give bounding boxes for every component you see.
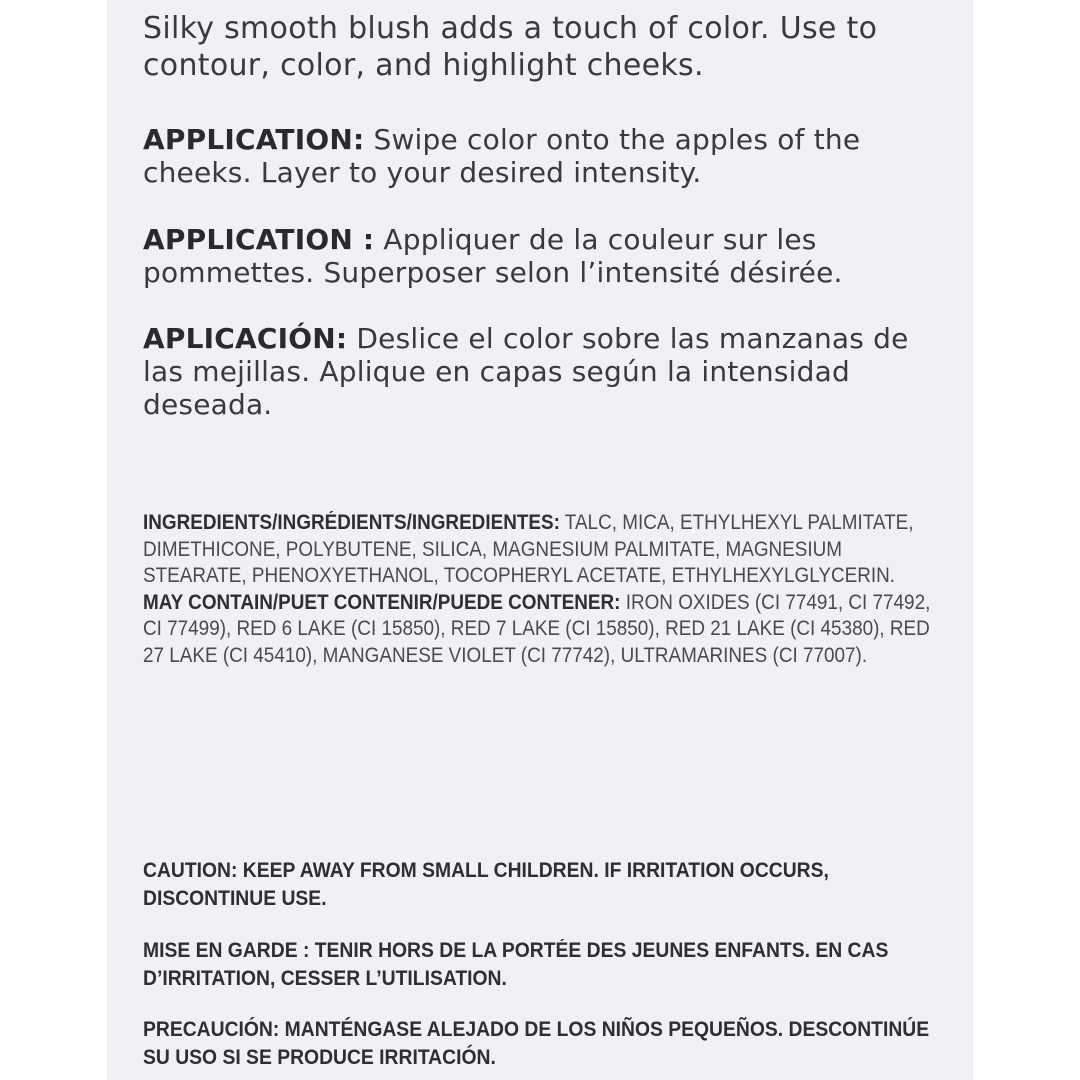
caution-french: MISE EN GARDE : TENIR HORS DE LA PORTÉE DES JEUNES ENFANTS. EN CAS D’IRRITATION, CESSER L’UTILISATION. xyxy=(143,939,889,990)
application-spanish-text: Deslice el color sobre las manzanas de las mejillas. Aplique en capas según la intensidad deseada. xyxy=(143,322,909,421)
application-english xyxy=(143,123,943,189)
application-english-text: Swipe color onto the apples of the cheeks. Layer to your desired intensity. xyxy=(143,123,861,189)
application-spanish-label: APLICACIÓN: xyxy=(143,322,348,355)
may-contain-label: MAY CONTAIN/PUET CONTENIR/PUEDE CONTENER: xyxy=(143,590,621,614)
ingredients-label: INGREDIENTS/INGRÉDIENTS/INGREDIENTES: xyxy=(143,511,560,534)
ingredients-text: TALC, MICA, ETHYLHEXYL PALMITATE, DIMETHICONE, POLYBUTENE, SILICA, MAGNESIUM PALMITATE, MAGNESIUM STEARATE, PHENOXYETHANOL, TOCOPHERYL ACETATE, ETHYLHEXYLGLYCERIN. xyxy=(143,511,914,587)
application-french-text: Appliquer de la couleur sur les pommettes. Superposer selon l’intensité désirée. xyxy=(143,223,843,289)
product-description: Silky smooth blush adds a touch of color. Use to contour, color, and highlight cheeks. xyxy=(143,11,878,83)
caution-spanish: PRECAUCIÓN: MANTÉNGASE ALEJADO DE LOS NIÑOS PEQUEÑOS. DESCONTINÚE SU USO SI SE PRODUCE IRRITACIÓN. xyxy=(143,1018,930,1069)
application-french xyxy=(143,223,943,289)
application-french-label: APPLICATION : xyxy=(143,223,375,256)
ingredients-list xyxy=(143,510,935,669)
caution-english: CAUTION: KEEP AWAY FROM SMALL CHILDREN. IF IRRITATION OCCURS, DISCONTINUE USE. xyxy=(143,859,829,910)
application-spanish xyxy=(143,322,953,421)
application-english-label: APPLICATION: xyxy=(143,123,365,156)
may-contain-text: IRON OXIDES (CI 77491, CI 77492, CI 77499), RED 6 LAKE (CI 15850), RED 7 LAKE (CI 15850), RED 21 LAKE (CI 45380), RED 27 LAKE (CI 45410), MANGANESE VIOLET (CI 77742), ULTRAMARINES (CI 77007). xyxy=(143,590,931,667)
